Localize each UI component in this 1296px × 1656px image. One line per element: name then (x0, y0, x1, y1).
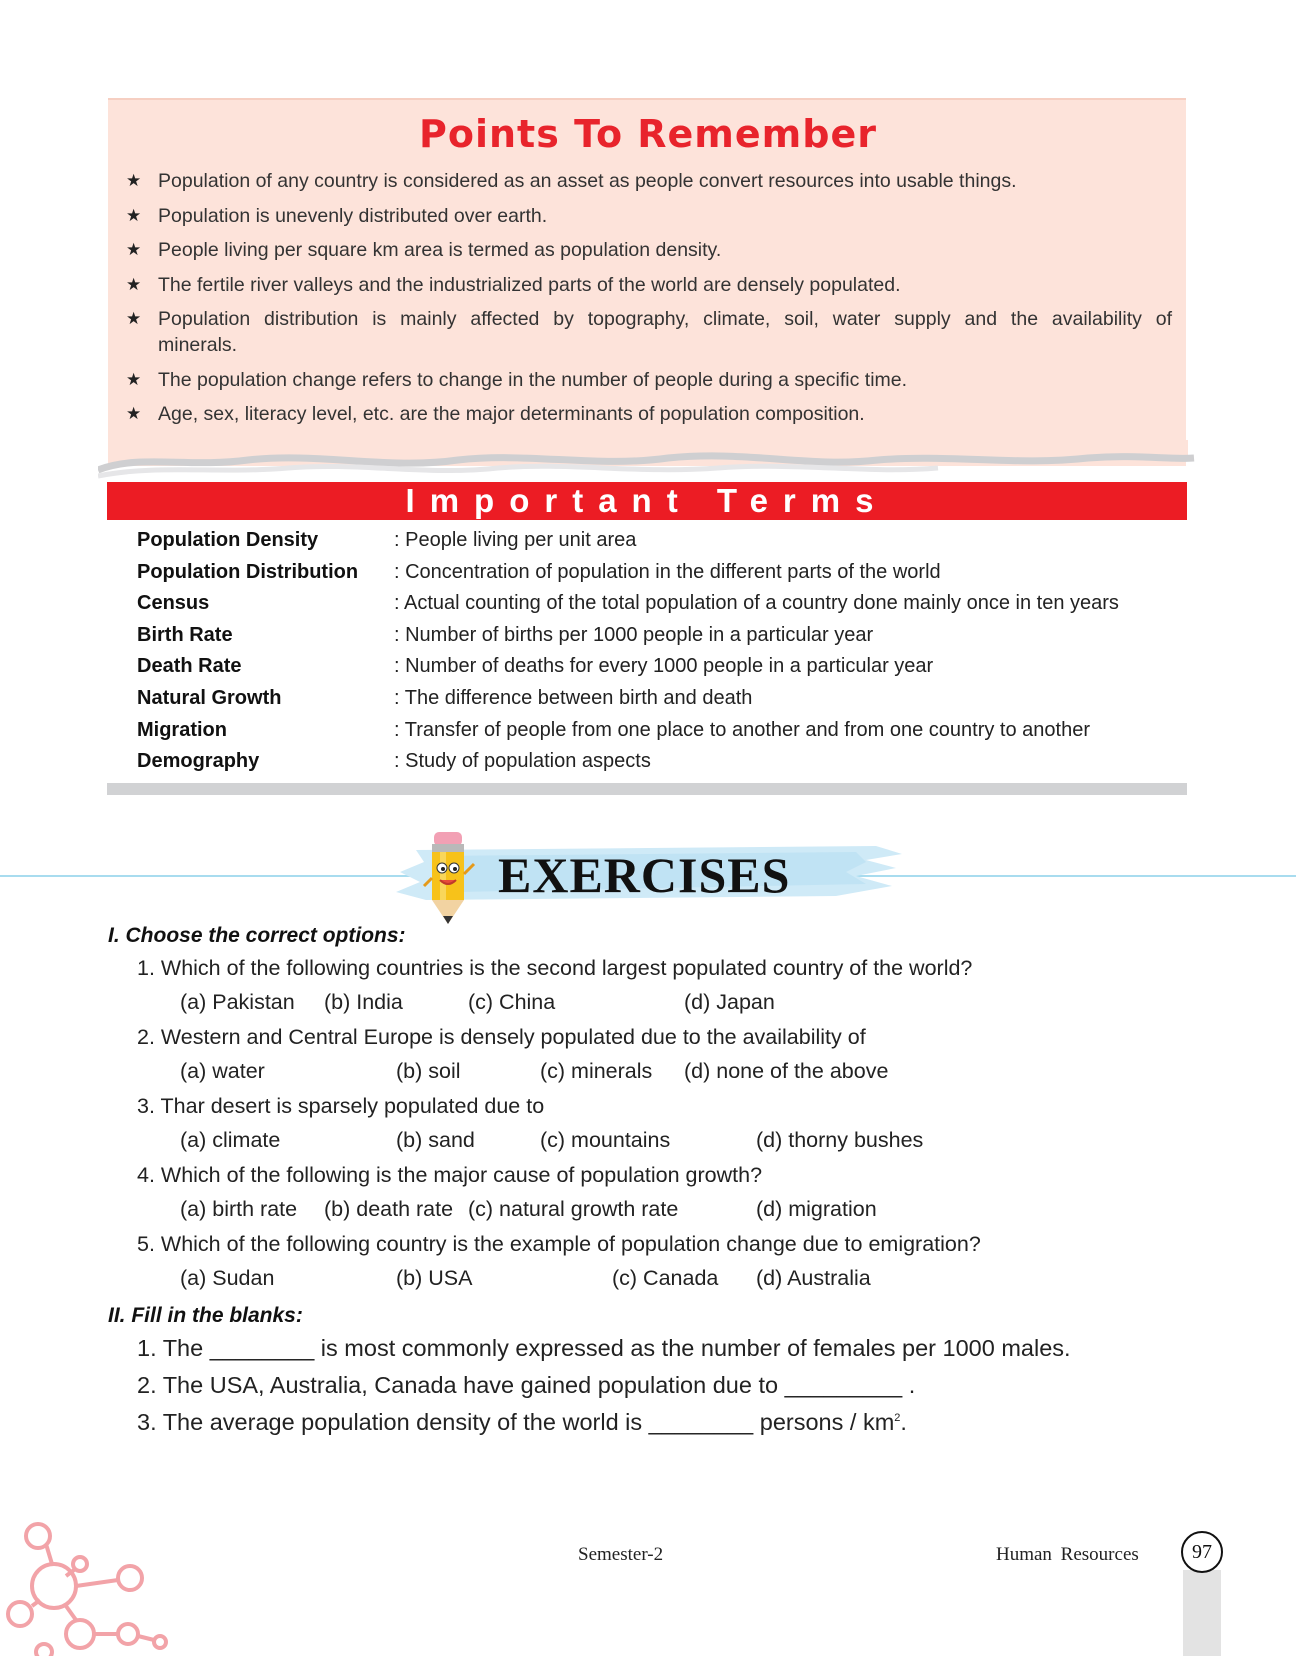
page-tab (1183, 1570, 1221, 1656)
fill-blank-1: 1. The ________ is most commonly expressed as the number of females per 1000 males. (137, 1335, 1071, 1361)
star-icon: ★ (126, 404, 142, 423)
list-item: ★ The population change refers to change in the number of people during a specific time. (126, 368, 908, 391)
points-to-remember-title: Points To Remember (419, 112, 877, 156)
star-icon: ★ (126, 369, 142, 389)
term-row (137, 653, 1187, 685)
terms-table (137, 527, 1187, 780)
option-2c: (c) minerals (540, 1059, 653, 1083)
term-name: Population Distribution (137, 560, 359, 583)
term-row (137, 622, 1187, 654)
option-2d: (d) none of the above (684, 1059, 889, 1083)
section-heading-fill-blanks: II. Fill in the blanks: (108, 1304, 303, 1327)
list-item: ★ The fertile river valleys and the industrialized parts of the world are densely populated. (126, 273, 901, 296)
term-definition: : People living per unit area (394, 529, 637, 551)
list-item: ★ People living per square km area is termed as population density. (126, 239, 722, 261)
option-1c: (c) China (468, 990, 556, 1014)
option-1d: (d) Japan (684, 990, 775, 1014)
list-item: ★ Age, sex, literacy level, etc. are the major determinants of population composition. (126, 403, 865, 425)
superscript: 2 (894, 1412, 901, 1425)
option-2b: (b) soil (396, 1059, 461, 1083)
term-row (137, 717, 1187, 749)
exercises-title: EXERCISES (498, 847, 791, 903)
list-item: ★ Population distribution is mainly affected by topography, climate, soil, water supply and the availability of minerals. (126, 308, 1172, 356)
term-name: Demography (137, 750, 260, 773)
option-1a: (a) Pakistan (180, 990, 295, 1014)
option-5b: (b) USA (396, 1266, 473, 1290)
option-4c: (c) natural growth rate (468, 1197, 679, 1221)
question-4: 4. Which of the following is the major cause of population growth? (137, 1163, 763, 1187)
term-name: Census (137, 592, 210, 615)
term-row (137, 590, 1187, 622)
term-row (137, 559, 1187, 591)
option-1b: (b) India (324, 990, 403, 1014)
term-name: Death Rate (137, 655, 242, 678)
question-5: 5. Which of the following country is the example of population change due to emigration? (137, 1232, 981, 1256)
term-definition: : Number of deaths for every 1000 people in a particular year (394, 655, 934, 678)
star-icon: ★ (126, 205, 142, 225)
option-4a: (a) birth rate (180, 1197, 298, 1221)
question-3: 3. Thar desert is sparsely populated due to (137, 1094, 545, 1118)
question-2: 2. Western and Central Europe is densely populated due to the availability of (137, 1025, 866, 1049)
star-icon: ★ (126, 171, 142, 190)
terms-bottom-bar (107, 783, 1187, 795)
term-row (137, 685, 1187, 717)
page-number: 97 (1181, 1531, 1223, 1573)
list-item: ★ Population of any country is considered as an asset as people convert resources into usable things. (126, 170, 1017, 192)
term-definition: : The difference between birth and death (394, 686, 753, 709)
term-definition: : Study of population aspects (394, 750, 651, 773)
option-3b: (b) sand (396, 1128, 475, 1152)
option-3a: (a) climate (180, 1128, 281, 1152)
decorative-rings (0, 1516, 180, 1656)
points-list (126, 168, 1172, 436)
footer-chapter: Human Resources (996, 1544, 1139, 1565)
option-5a: (a) Sudan (180, 1266, 275, 1290)
torn-paper-edge (98, 440, 1198, 484)
question-1: 1. Which of the following countries is the second largest populated country of the world? (137, 956, 973, 980)
fill-blank-3: 3. The average population density of the world is ________ persons / $km^2$. (137, 1409, 907, 1435)
star-icon: ★ (126, 309, 142, 328)
important-terms-header: Important Terms (107, 482, 1187, 520)
option-4b: (b) death rate (324, 1197, 454, 1221)
section-heading-choose-options: I. Choose the correct options: (108, 924, 406, 947)
list-item: ★ Population is unevenly distributed over earth. (126, 204, 548, 227)
option-5c: (c) Canada (612, 1266, 719, 1290)
term-name: Natural Growth (137, 686, 282, 709)
term-definition: : Number of births per 1000 people in a particular year (394, 623, 874, 646)
pencil-mascot-icon (418, 830, 478, 928)
term-row (137, 527, 1187, 559)
option-2a: (a) water (180, 1059, 265, 1083)
term-name: Population Density (137, 529, 319, 551)
term-name: Migration (137, 718, 227, 741)
term-definition: : Concentration of population in the different parts of the world (394, 560, 941, 583)
star-icon: ★ (126, 240, 142, 259)
star-icon: ★ (126, 274, 142, 294)
term-row (137, 748, 1187, 780)
term-name: Birth Rate (137, 623, 233, 646)
option-4d: (d) migration (756, 1197, 877, 1221)
option-5d: (d) Australia (756, 1266, 871, 1290)
option-3d: (d) thorny bushes (756, 1128, 924, 1152)
term-definition: : Transfer of people from one place to another and from one country to another (394, 718, 1090, 741)
fill-blank-2: 2. The USA, Australia, Canada have gained population due to _________ . (137, 1372, 916, 1398)
footer-semester: Semester-2 (578, 1544, 664, 1565)
option-3c: (c) mountains (540, 1128, 671, 1152)
term-definition: : Actual counting of the total population of a country done mainly once in ten years (394, 592, 1119, 615)
